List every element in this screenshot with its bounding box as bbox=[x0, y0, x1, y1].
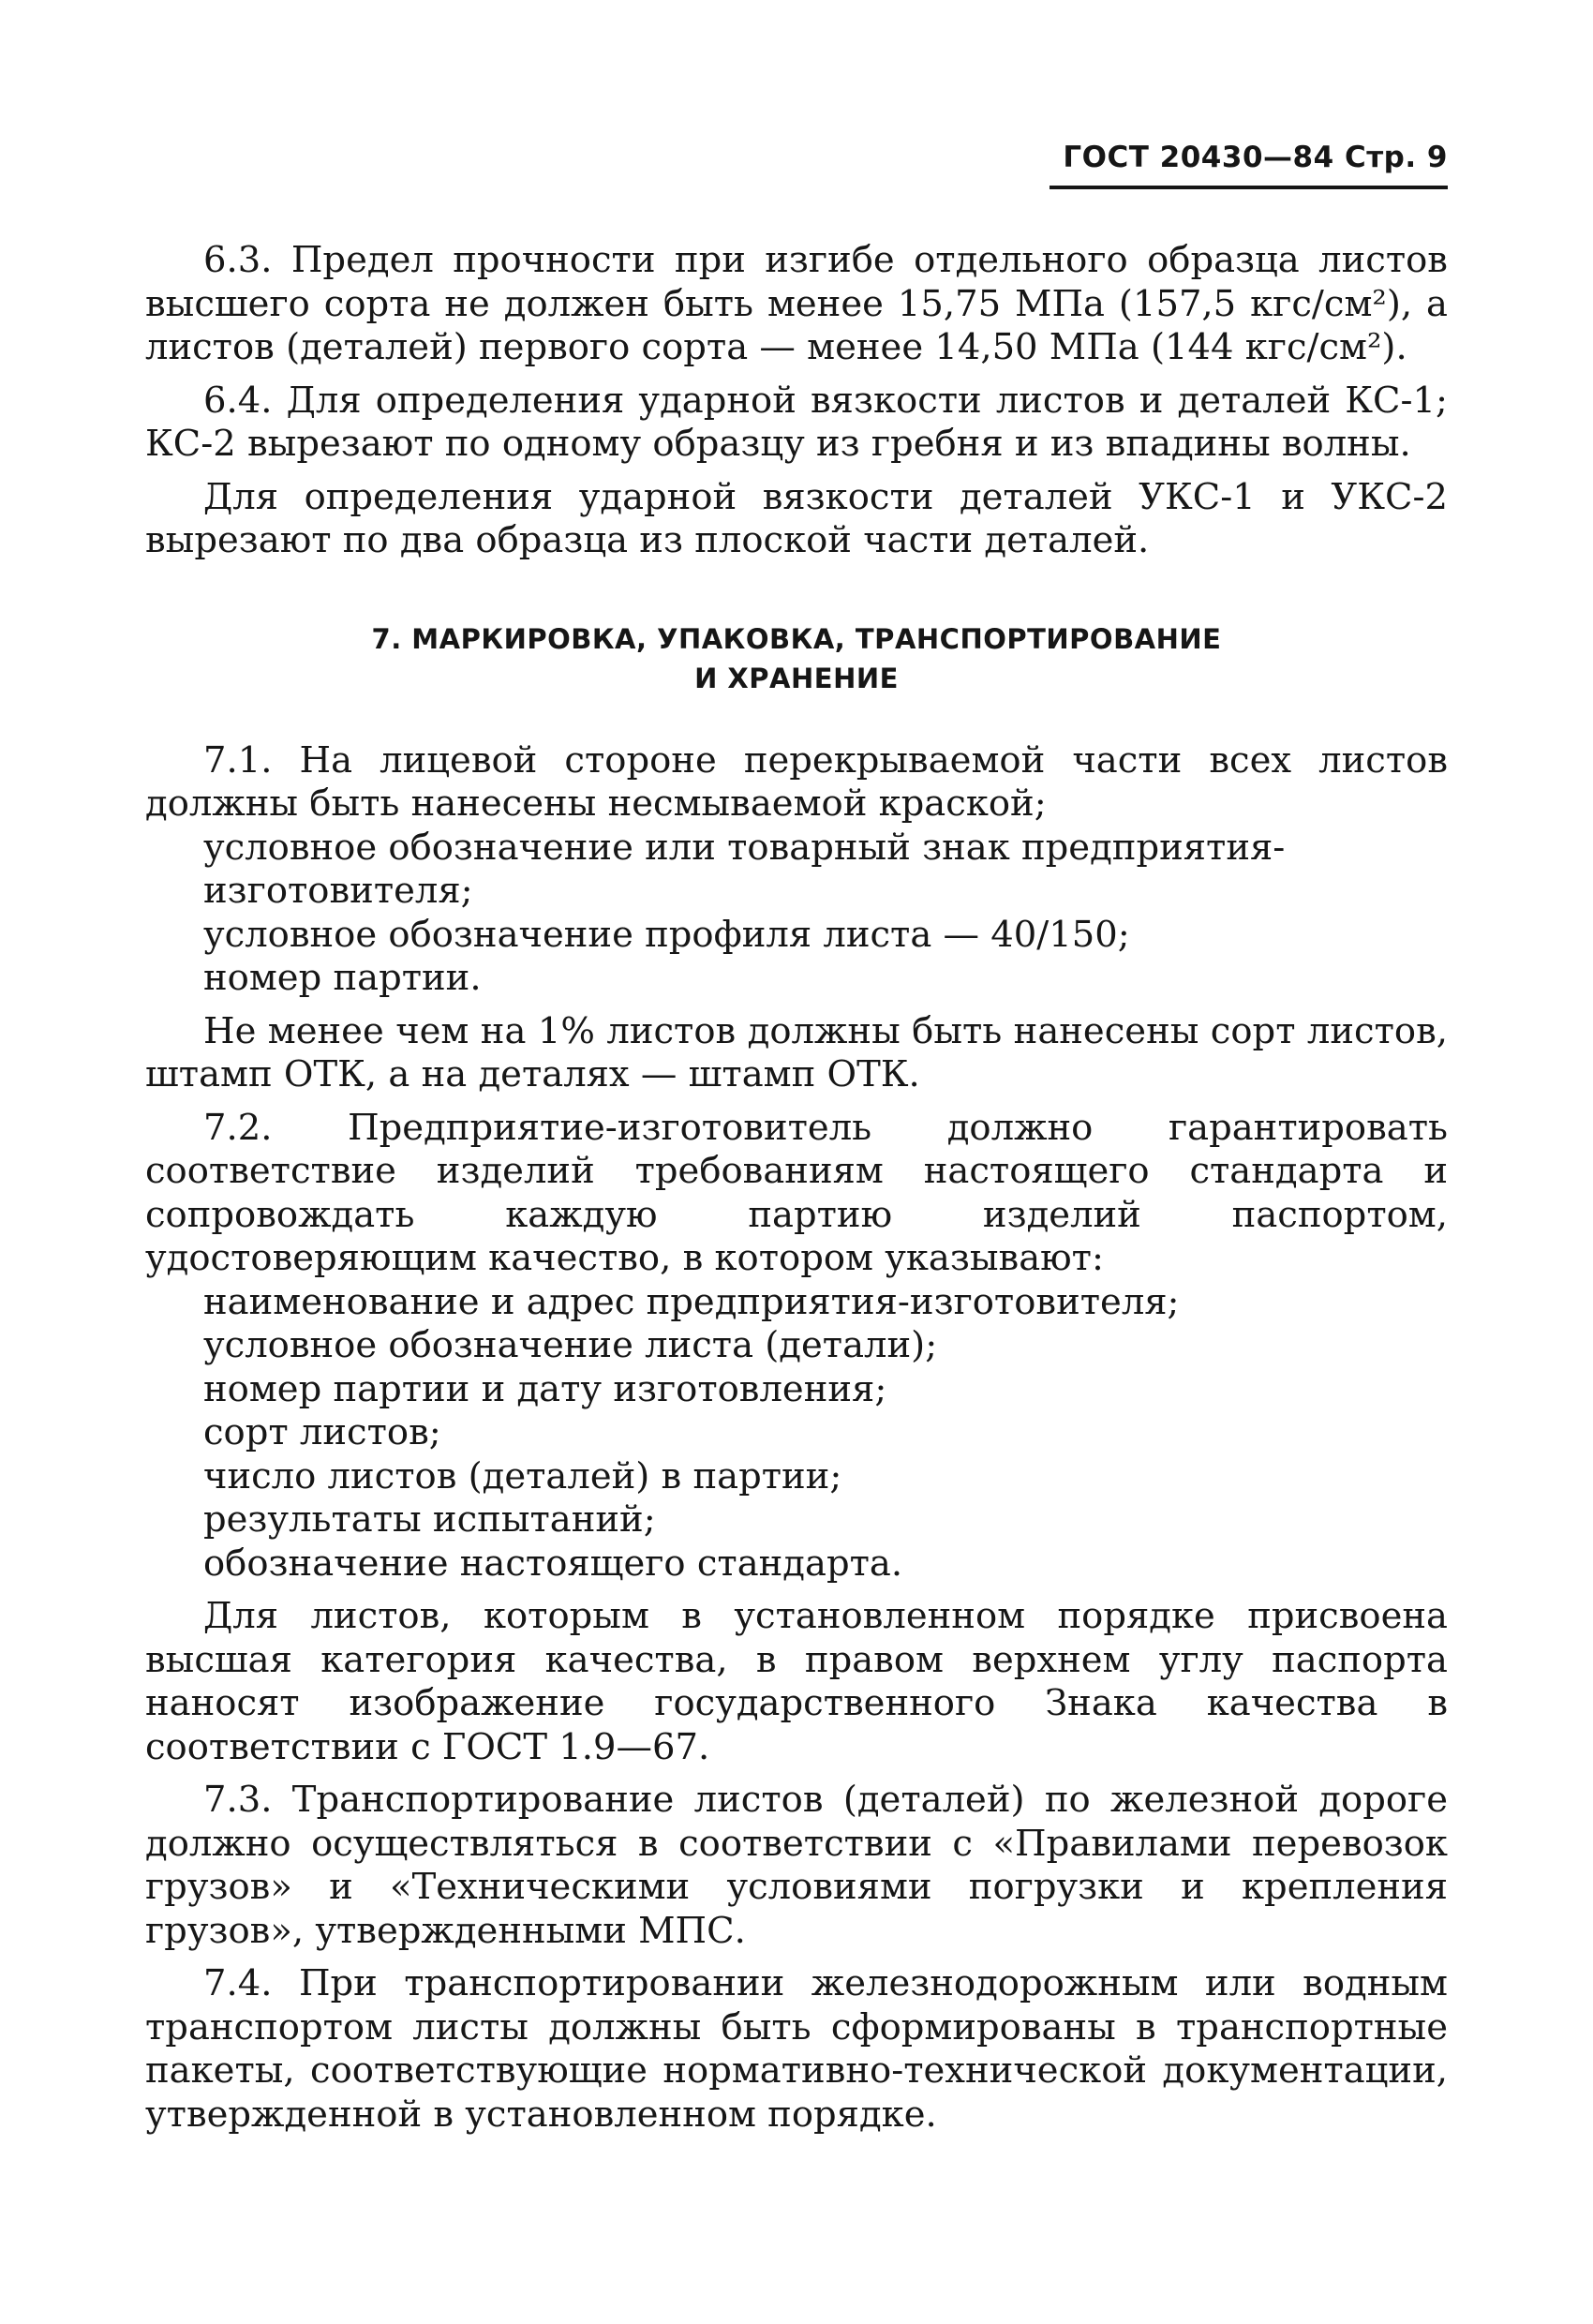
list-item-7-2-f: результаты испытаний; bbox=[203, 1498, 656, 1541]
list-item-7-2-g: обозначение настоящего стандарта. bbox=[203, 1542, 903, 1585]
paragraph-6-4-continued: Для определения ударной вязкости деталей УКС-1 и УКС-2 вырезают по два образца из плоской части деталей. bbox=[145, 475, 1448, 561]
list-item-7-2-b: условное обозначение листа (детали); bbox=[203, 1324, 938, 1366]
list-item-7-2-c: номер партии и дату изготовления; bbox=[203, 1367, 887, 1410]
list-item-7-2-e: число листов (деталей) в партии; bbox=[203, 1454, 842, 1497]
header-rule bbox=[1050, 186, 1448, 189]
paragraph-7-2-continued: Для листов, которым в установленном порядке присвоена высшая категория качества, в правом верхнем углу паспорта наносят изображение государственного Знака качества в соответствии с ГОСТ 1.9—67. bbox=[145, 1595, 1448, 1768]
paragraph-7-2: 7.2. Предприятие-изготовитель должно гарантировать соответствие изделий требованиям настоящего стандарта и сопровождать каждую партию изделий паспортом, удостоверяющим качество, в котором указывают: bbox=[145, 1106, 1448, 1279]
section-7-title-line-1: 7. МАРКИРОВКА, УПАКОВКА, ТРАНСПОРТИРОВАНИЕ bbox=[371, 622, 1222, 655]
list-item-7-1-a: условное обозначение или товарный знак предприятия-изготовителя; bbox=[203, 826, 1286, 912]
paragraph-6-3: 6.3. Предел прочности при изгибе отдельного образца листов высшего сорта не должен быть менее 15,75 МПа (157,5 кгс/см²), а листов (деталей) первого сорта — менее 14,50 МПа (144 кгс/см²). bbox=[145, 239, 1448, 368]
page-header: ГОСТ 20430—84 Стр. 9 bbox=[1063, 141, 1448, 174]
list-item-7-2-d: сорт листов; bbox=[203, 1411, 441, 1453]
page-body bbox=[145, 239, 1448, 2137]
section-7-title-line-2: И ХРАНЕНИЕ bbox=[694, 662, 899, 694]
list-item-7-1-c: номер партии. bbox=[203, 957, 482, 999]
paragraph-7-1-continued: Не менее чем на 1% листов должны быть нанесены сорт листов, штамп ОТК, а на деталях — штамп ОТК. bbox=[145, 1009, 1448, 1095]
section-7-title bbox=[145, 619, 1448, 698]
paragraph-7-3: 7.3. Транспортирование листов (деталей) по железной дороге должно осуществляться в соответствии с «Правилами перевозок грузов» и «Техническими условиями погрузки и крепления грузов», утвержденными МПС. bbox=[145, 1779, 1448, 1952]
list-item-7-2-a: наименование и адрес предприятия-изготовителя; bbox=[203, 1280, 1180, 1323]
paragraph-7-4: 7.4. При транспортировании железнодорожным или водным транспортом листы должны быть сформированы в транспортные пакеты, соответствующие нормативно-технической документации, утвержденной в установленном порядке. bbox=[145, 1962, 1448, 2136]
paragraph-6-4: 6.4. Для определения ударной вязкости листов и деталей КС-1; КС-2 вырезают по одному образцу из гребня и из впадины волны. bbox=[145, 379, 1448, 465]
paragraph-7-1: 7.1. На лицевой стороне перекрываемой части всех листов должны быть нанесены несмываемой краской; bbox=[145, 738, 1448, 825]
list-item-7-1-b: условное обозначение профиля листа — 40/150; bbox=[203, 913, 1130, 956]
